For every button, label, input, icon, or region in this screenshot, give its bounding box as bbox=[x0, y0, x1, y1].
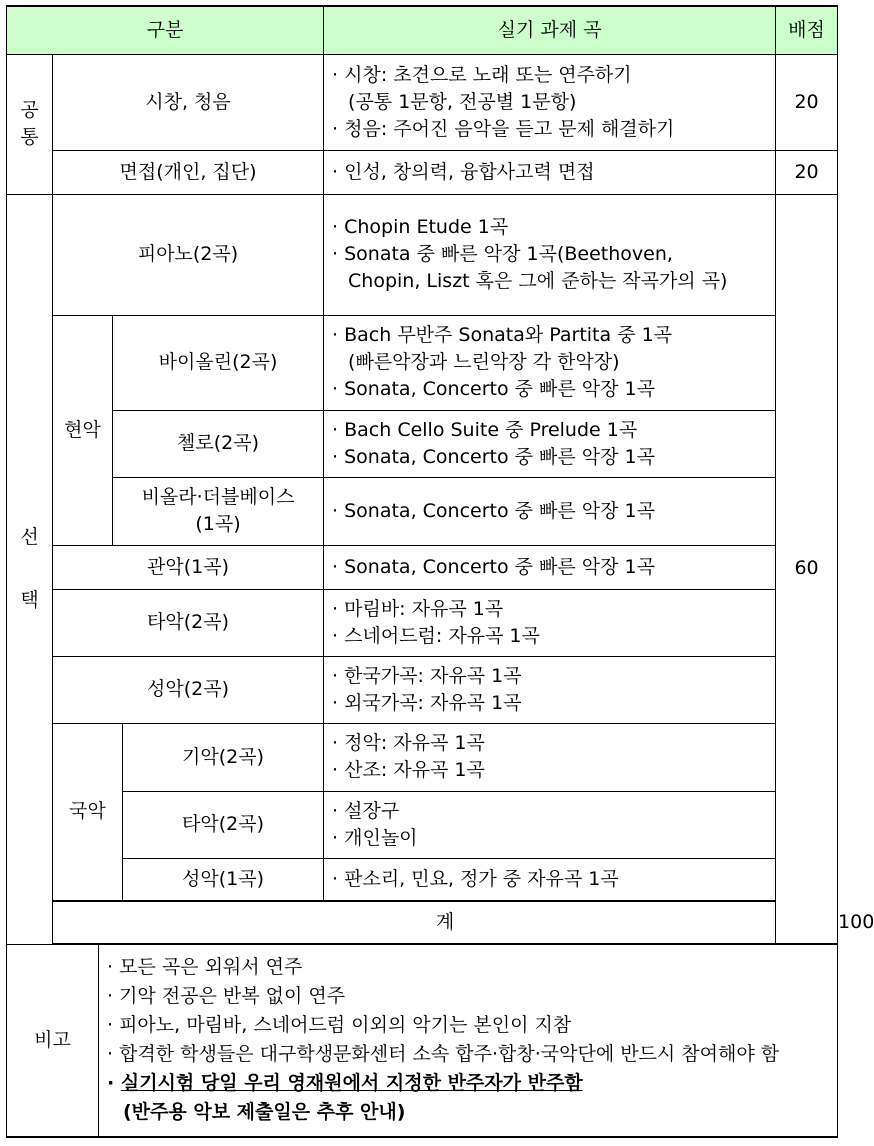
row-name: 성악(1곡) bbox=[123, 858, 324, 901]
strings-label: 현악 bbox=[53, 315, 113, 545]
table-row bbox=[7, 54, 838, 150]
list-item: (반주용 악보 제출일은 추후 안내) bbox=[123, 1101, 406, 1124]
table-row bbox=[7, 545, 838, 589]
row-name: 타악(2곡) bbox=[123, 791, 324, 858]
row-name: 성악(2곡) bbox=[53, 656, 324, 723]
row-name: 기악(2곡) bbox=[123, 723, 324, 791]
task-list: · Bach 무반주 Sonata와 Partita 중 1곡 (빠른악장과 느린악장 각 한악장) · Sonata, Concerto 중 빠른 악장 1곡 bbox=[324, 315, 776, 410]
table-row bbox=[7, 656, 838, 723]
row-name: 피아노(2곡) bbox=[53, 194, 324, 315]
header-score: 배점 bbox=[776, 6, 838, 54]
task-list: · 마림바: 자유곡 1곡 · 스네어드럼: 자유곡 1곡 bbox=[324, 589, 776, 656]
score-cell: 60 bbox=[776, 194, 838, 944]
notes-table bbox=[6, 944, 838, 1138]
task-list: · 인성, 창의력, 융합사고력 면접 bbox=[324, 150, 776, 194]
elective-group-label: 선 택 bbox=[7, 194, 53, 944]
task-list: · 설장구 · 개인놀이 bbox=[324, 791, 776, 858]
table-row bbox=[7, 791, 838, 858]
table-row bbox=[7, 315, 838, 410]
task-list: · 한국가곡: 자유곡 1곡 · 외국가곡: 자유곡 1곡 bbox=[324, 656, 776, 723]
notes-list bbox=[99, 945, 838, 1137]
list-item: · 실기시험 당일 우리 영재원에서 지정한 반주자가 반주함 bbox=[107, 1072, 583, 1095]
row-name: 관악(1곡) bbox=[53, 545, 324, 589]
exam-requirements-table bbox=[6, 5, 874, 945]
task-list: · Sonata, Concerto 중 빠른 악장 1곡 bbox=[324, 545, 776, 589]
task-list: · Sonata, Concerto 중 빠른 악장 1곡 bbox=[324, 477, 776, 545]
task-list: · 판소리, 민요, 정가 중 자유곡 1곡 bbox=[324, 858, 776, 901]
table-row bbox=[7, 589, 838, 656]
row-name: 비올라·더블베이스 (1곡) bbox=[113, 477, 324, 545]
score-cell: 20 bbox=[776, 150, 838, 194]
table-row bbox=[7, 723, 838, 791]
task-list: · 시창: 초견으로 노래 또는 연주하기 (공통 1문항, 전공별 1문항) · 청음: 주어진 음악을 듣고 문제 해결하기 bbox=[324, 54, 776, 150]
task-list: · Chopin Etude 1곡 · Sonata 중 빠른 악장 1곡(Beethoven, Chopin, Liszt 혹은 그에 준하는 작곡가의 곡) bbox=[324, 194, 776, 315]
table-row bbox=[7, 477, 838, 545]
list-item: · 합격한 학생들은 대구학생문화센터 소속 합주·합창·국악단에 반드시 참여해야 함 bbox=[107, 1043, 780, 1066]
row-name: 첼로(2곡) bbox=[113, 410, 324, 477]
table-row bbox=[7, 858, 838, 901]
task-list: · 정악: 자유곡 1곡 · 산조: 자유곡 1곡 bbox=[324, 723, 776, 791]
common-group-label: 공 통 bbox=[7, 54, 53, 194]
row-name: 타악(2곡) bbox=[53, 589, 324, 656]
total-row: 계 100 bbox=[7, 901, 838, 944]
task-list: · Bach Cello Suite 중 Prelude 1곡 · Sonata, Concerto 중 빠른 악장 1곡 bbox=[324, 410, 776, 477]
list-item: · 피아노, 마림바, 스네어드럼 이외의 악기는 본인이 지참 bbox=[107, 1014, 572, 1037]
row-name: 면접(개인, 집단) bbox=[53, 150, 324, 194]
accompanist-notice: 실기시험 당일 우리 영재원에서 지정한 반주자가 반주함 bbox=[120, 1072, 583, 1095]
total-label: 계 bbox=[53, 901, 838, 944]
table-row bbox=[7, 410, 838, 477]
list-item: · 모든 곡은 외워서 연주 bbox=[107, 956, 303, 979]
header-row bbox=[7, 6, 838, 54]
row-name: 시창, 청음 bbox=[53, 54, 324, 150]
header-task: 실기 과제 곡 bbox=[324, 6, 776, 54]
table-row bbox=[7, 194, 838, 315]
list-item: · 기악 전공은 반복 없이 연주 bbox=[107, 985, 346, 1008]
table-row bbox=[7, 150, 838, 194]
header-category: 구분 bbox=[7, 6, 324, 54]
score-cell: 20 bbox=[776, 54, 838, 150]
notes-label: 비고 bbox=[7, 945, 99, 1137]
row-name: 바이올린(2곡) bbox=[113, 315, 324, 410]
korean-label: 국악 bbox=[53, 723, 123, 901]
